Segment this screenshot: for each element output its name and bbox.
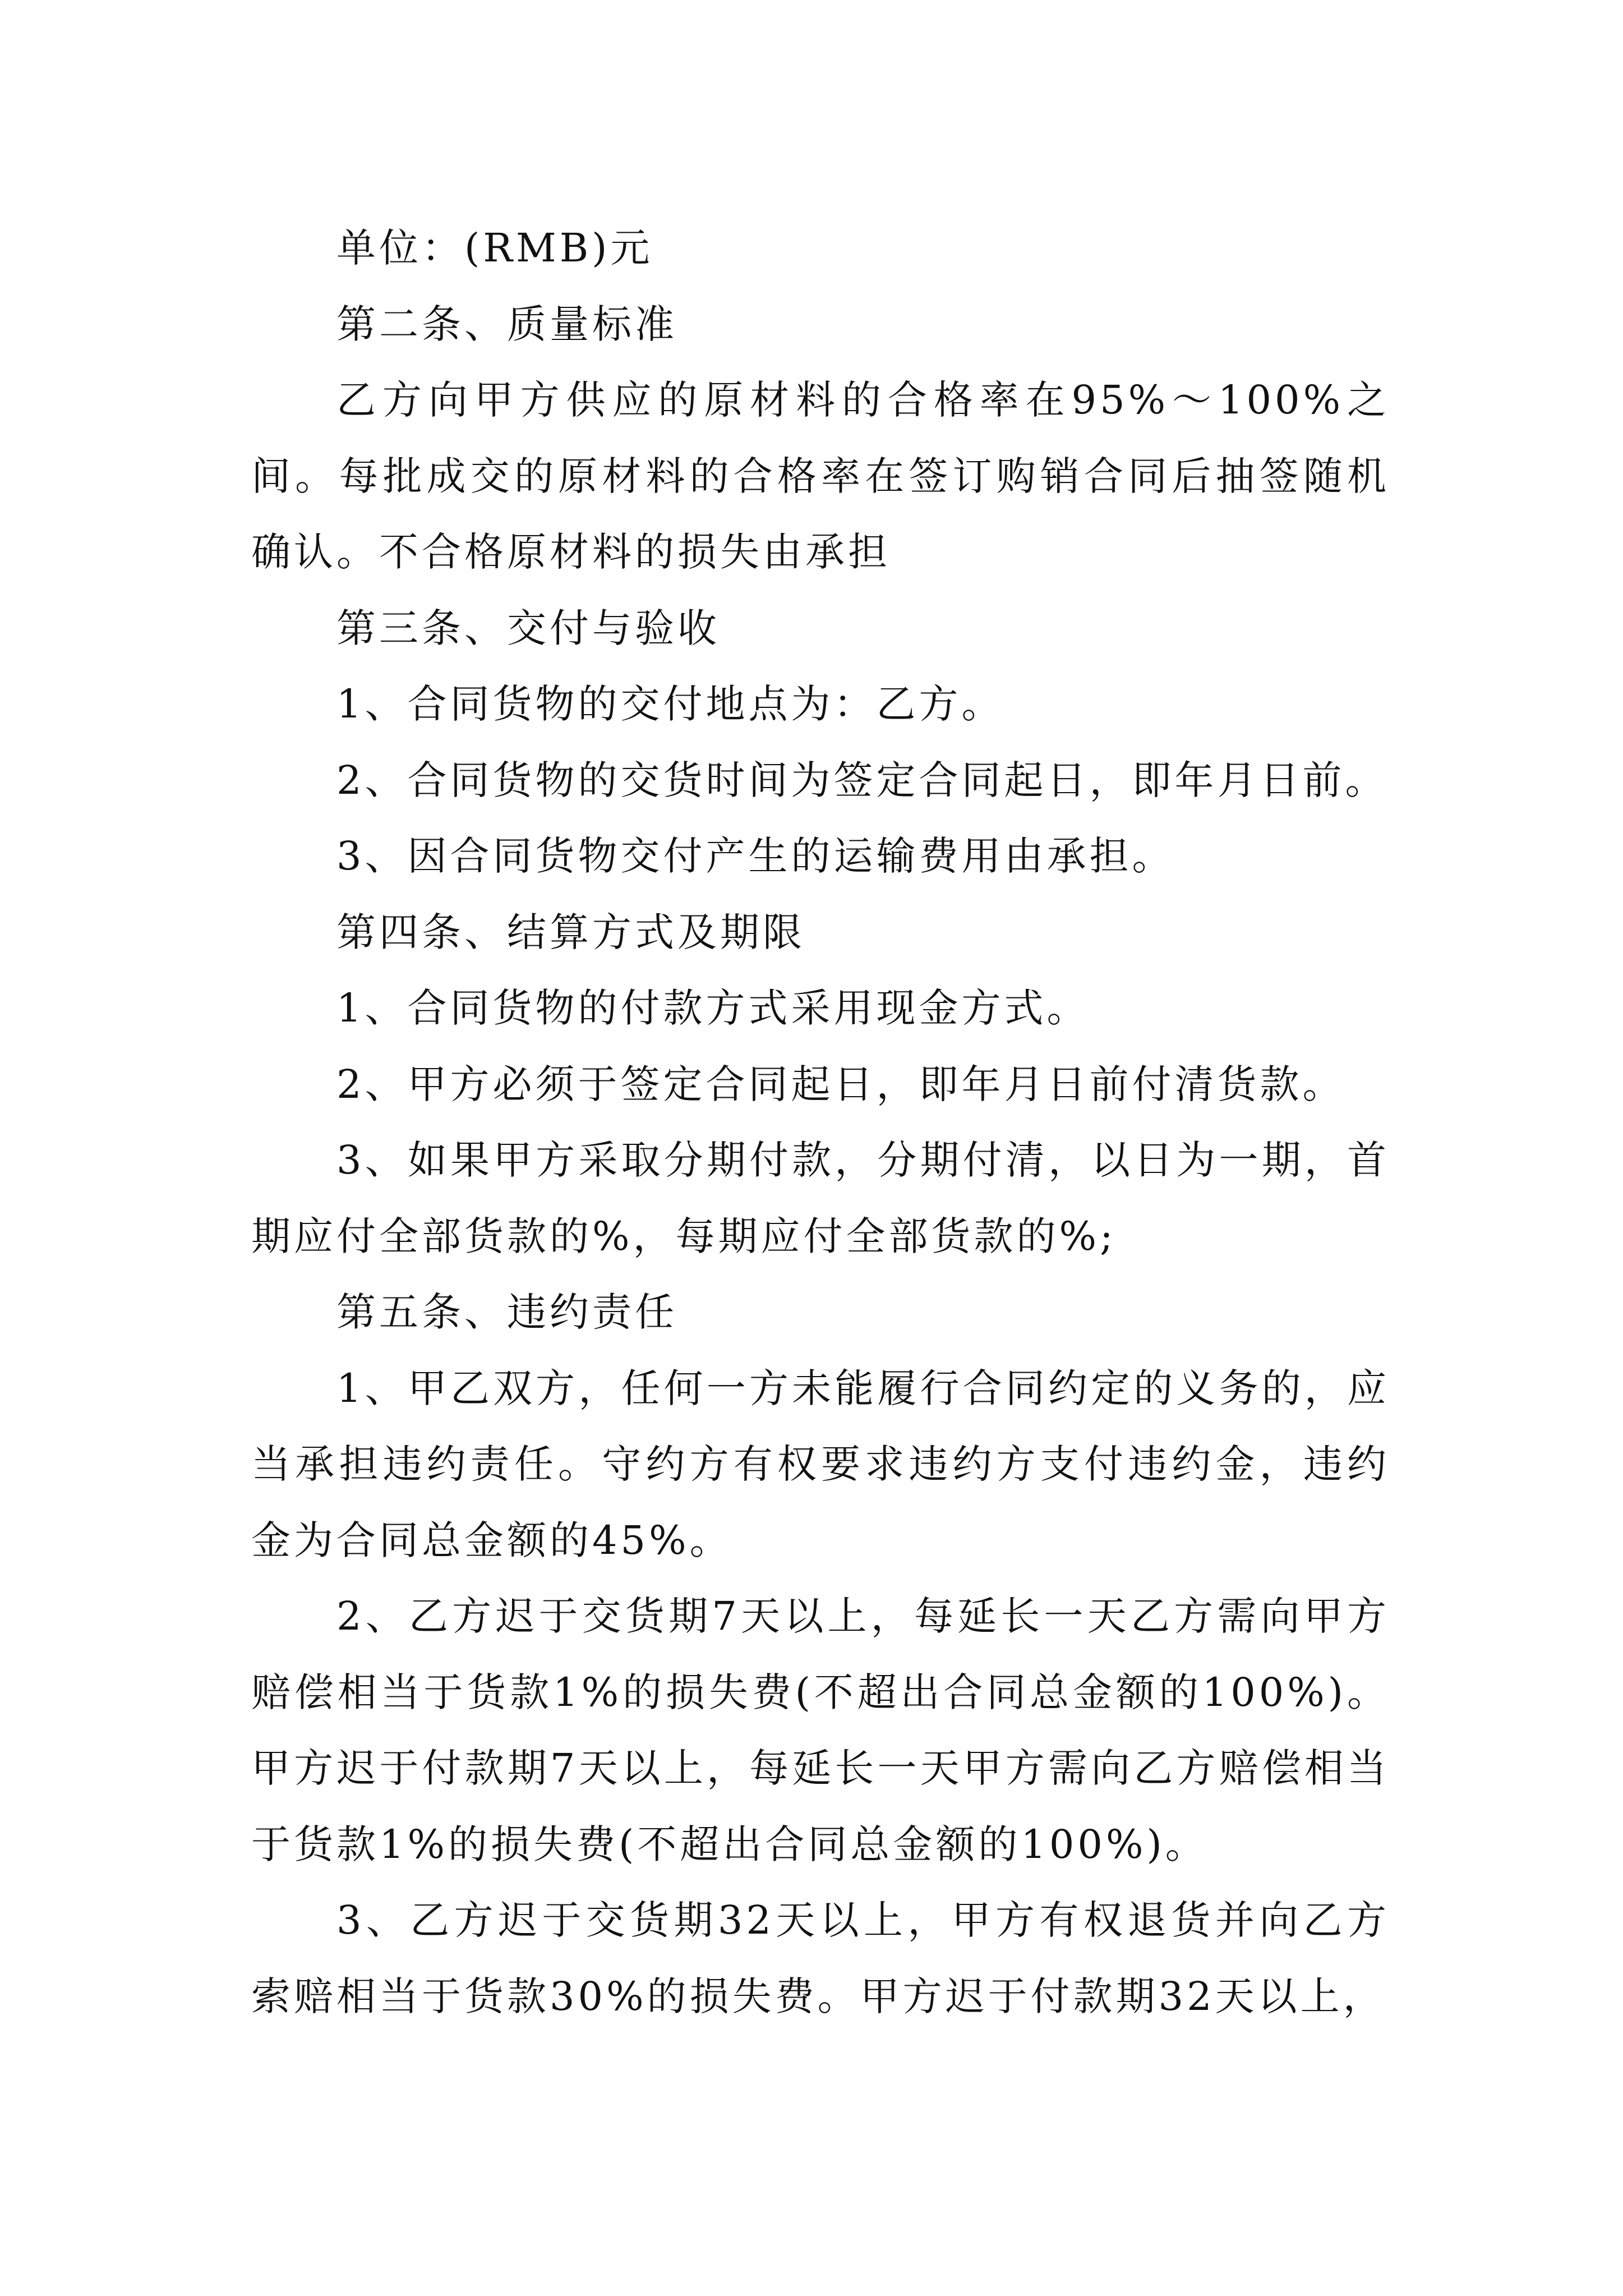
section-5-item-2: 2、乙方迟于交货期7天以上，每延长一天乙方需向甲方赔偿相当于货款1%的损失费(不超出合同总金额的100%)。甲方迟于付款期7天以上，每延长一天甲方需向乙方赔偿相当于货款1%的损失费(不超出合同总金额的100%)。 (251, 1593, 1390, 1867)
section-3-item-2: 2、合同货物的交货时间为签定合同起日，即年月日前。 (336, 757, 1388, 803)
document-body (251, 210, 1390, 2035)
section-2-paragraph: 乙方向甲方供应的原材料的合格率在95%～100%之间。每批成交的原材料的合格率在签订购销合同后抽签随机确认。不合格原材料的损失由承担 (251, 377, 1390, 575)
section-4-item-1: 1、合同货物的付款方式采用现金方式。 (336, 985, 1090, 1031)
section-5-item-3: 3、乙方迟于交货期32天以上，甲方有权退货并向乙方索赔相当于货款30%的损失费。甲方迟于付款期32天以上， (251, 1897, 1390, 2019)
section-4-item-2: 2、甲方必须于签定合同起日，即年月日前付清货款。 (336, 1061, 1345, 1107)
section-5-item-1: 1、甲乙双方，任何一方未能履行合同约定的义务的，应当承担违约责任。守约方有权要求违约方支付违约金，违约金为合同总金额的45%。 (251, 1365, 1390, 1563)
section-4-heading: 第四条、结算方式及期限 (336, 909, 805, 955)
section-2-heading: 第二条、质量标准 (336, 301, 677, 347)
unit-line: 单位：(RMB)元 (336, 225, 653, 271)
section-4-item-3: 3、如果甲方采取分期付款，分期付清，以日为一期，首期应付全部货款的%，每期应付全部货款的%; (251, 1137, 1390, 1259)
section-3-item-1: 1、合同货物的交付地点为：乙方。 (336, 681, 1004, 727)
section-3-item-3: 3、因合同货物交付产生的运输费用由承担。 (336, 833, 1175, 879)
section-3-heading: 第三条、交付与验收 (336, 605, 720, 651)
section-5-heading: 第五条、违约责任 (336, 1289, 677, 1335)
